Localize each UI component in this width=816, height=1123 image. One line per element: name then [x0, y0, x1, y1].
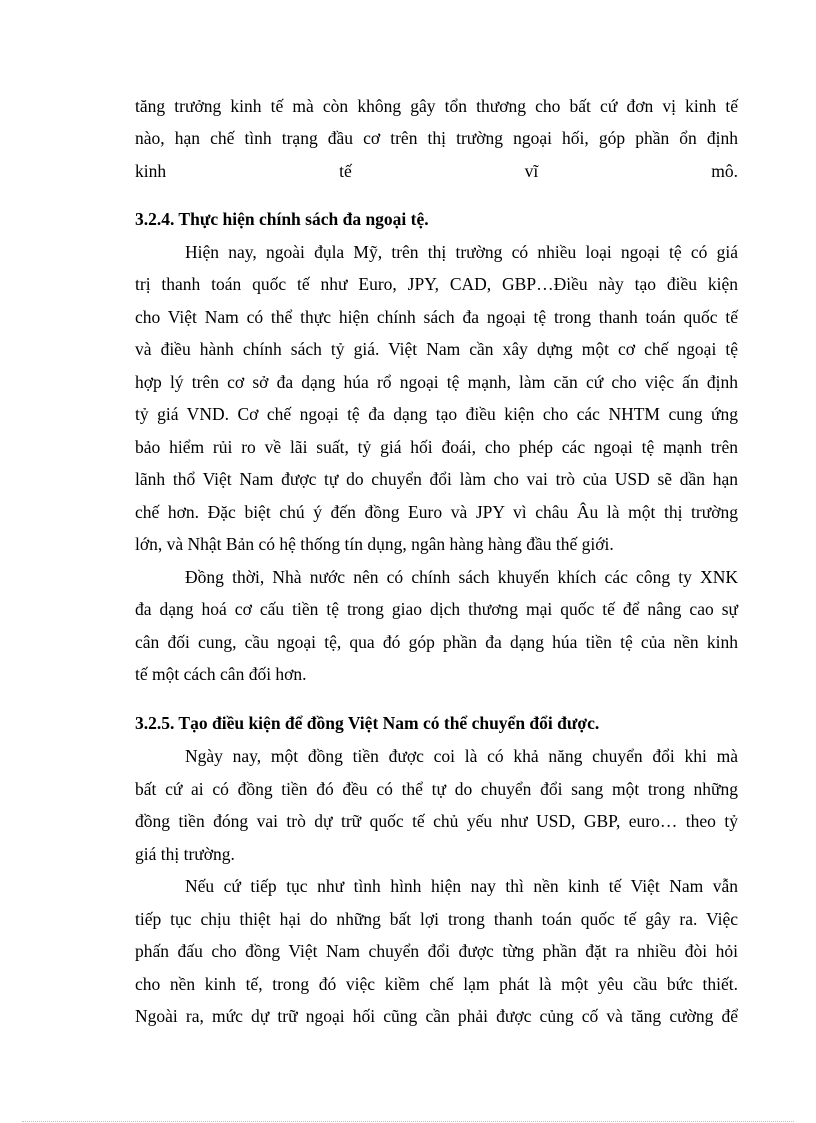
- text-line: kinh tế vĩ mô.: [135, 161, 738, 181]
- text-line: Hiện nay, ngoài đụla Mỹ, trên thị trường có nhiều loại ngoại tệ có giá: [185, 242, 738, 262]
- text-line: đồng tiền đóng vai trò dự trữ quốc tế chủ yếu như USD, GBP, euro… theo tỷ: [135, 811, 738, 831]
- text-line: giá thị trường.: [135, 844, 235, 864]
- text-line: tế một cách cân đối hơn.: [135, 664, 307, 684]
- text-line: lãnh thổ Việt Nam được tự do chuyển đổi làm cho vai trò của USD sẽ dần hạn: [135, 469, 738, 489]
- text-line: trị thanh toán quốc tế như Euro, JPY, CAD, GBP…Điều này tạo điều kiện: [135, 274, 738, 294]
- text-line: cho Việt Nam có thể thực hiện chính sách đa ngoại tệ trong thanh toán quốc tế: [135, 307, 738, 327]
- text-line: lớn, và Nhật Bản có hệ thống tín dụng, ngân hàng hàng đầu thế giới.: [135, 534, 614, 554]
- text-line: bảo hiểm rủi ro về lãi suất, tỷ giá hối đoái, cho phép các ngoại tệ mạnh trên: [135, 437, 738, 457]
- text-line: tăng trưởng kinh tế mà còn không gây tổn thương cho bất cứ đơn vị kinh tế: [135, 96, 738, 116]
- text-line: phấn đấu cho đồng Việt Nam chuyển đổi được từng phần đặt ra nhiều đòi hỏi: [135, 941, 738, 961]
- text-line: tiếp tục chịu thiệt hại do những bất lợi trong thanh toán quốc tế gây ra. Việc: [135, 909, 738, 929]
- text-line: Ngoài ra, mức dự trữ ngoại hối cũng cần phải được củng cố và tăng cường để: [135, 1006, 738, 1026]
- text-line: Đồng thời, Nhà nước nên có chính sách khuyến khích các công ty XNK: [185, 567, 738, 587]
- text-line: tỷ giá VND. Cơ chế ngoại tệ đa dạng tạo điều kiện cho các NHTM cung ứng: [135, 404, 738, 424]
- text-line: nào, hạn chế tình trạng đầu cơ trên thị trường ngoại hối, góp phần ổn định: [135, 128, 738, 148]
- text-line: Ngày nay, một đồng tiền được coi là có khả năng chuyển đổi khi mà: [185, 746, 738, 766]
- text-line: hợp lý trên cơ sở đa dạng húa rổ ngoại tệ mạnh, làm căn cứ cho việc ấn định: [135, 372, 738, 392]
- text-line: cho nền kinh tế, trong đó việc kiềm chế lạm phát là một yêu cầu bức thiết.: [135, 974, 738, 994]
- section-heading: 3.2.5. Tạo điều kiện để đồng Việt Nam có thể chuyển đổi được.: [135, 713, 600, 733]
- text-line: và điều hành chính sách tỷ giá. Việt Nam cần xây dựng một cơ chế ngoại tệ: [135, 339, 738, 359]
- text-line: chế hơn. Đặc biệt chú ý đến đồng Euro và JPY vì châu Âu là một thị trường: [135, 502, 738, 522]
- text-line: bất cứ ai có đồng tiền đó đều có thể tự do chuyển đổi sang một trong những: [135, 779, 738, 799]
- text-line: Nếu cứ tiếp tục như tình hình hiện nay thì nền kinh tế Việt Nam vẫn: [185, 876, 738, 896]
- page-bottom-border: [22, 1121, 794, 1122]
- text-line: đa dạng hoá cơ cấu tiền tệ trong giao dịch thương mại quốc tế để nâng cao sự: [135, 599, 738, 619]
- section-heading: 3.2.4. Thực hiện chính sách đa ngoại tệ.: [135, 209, 429, 229]
- text-line: cân đối cung, cầu ngoại tệ, qua đó góp phần đa dạng húa tiền tệ của nền kinh: [135, 632, 738, 652]
